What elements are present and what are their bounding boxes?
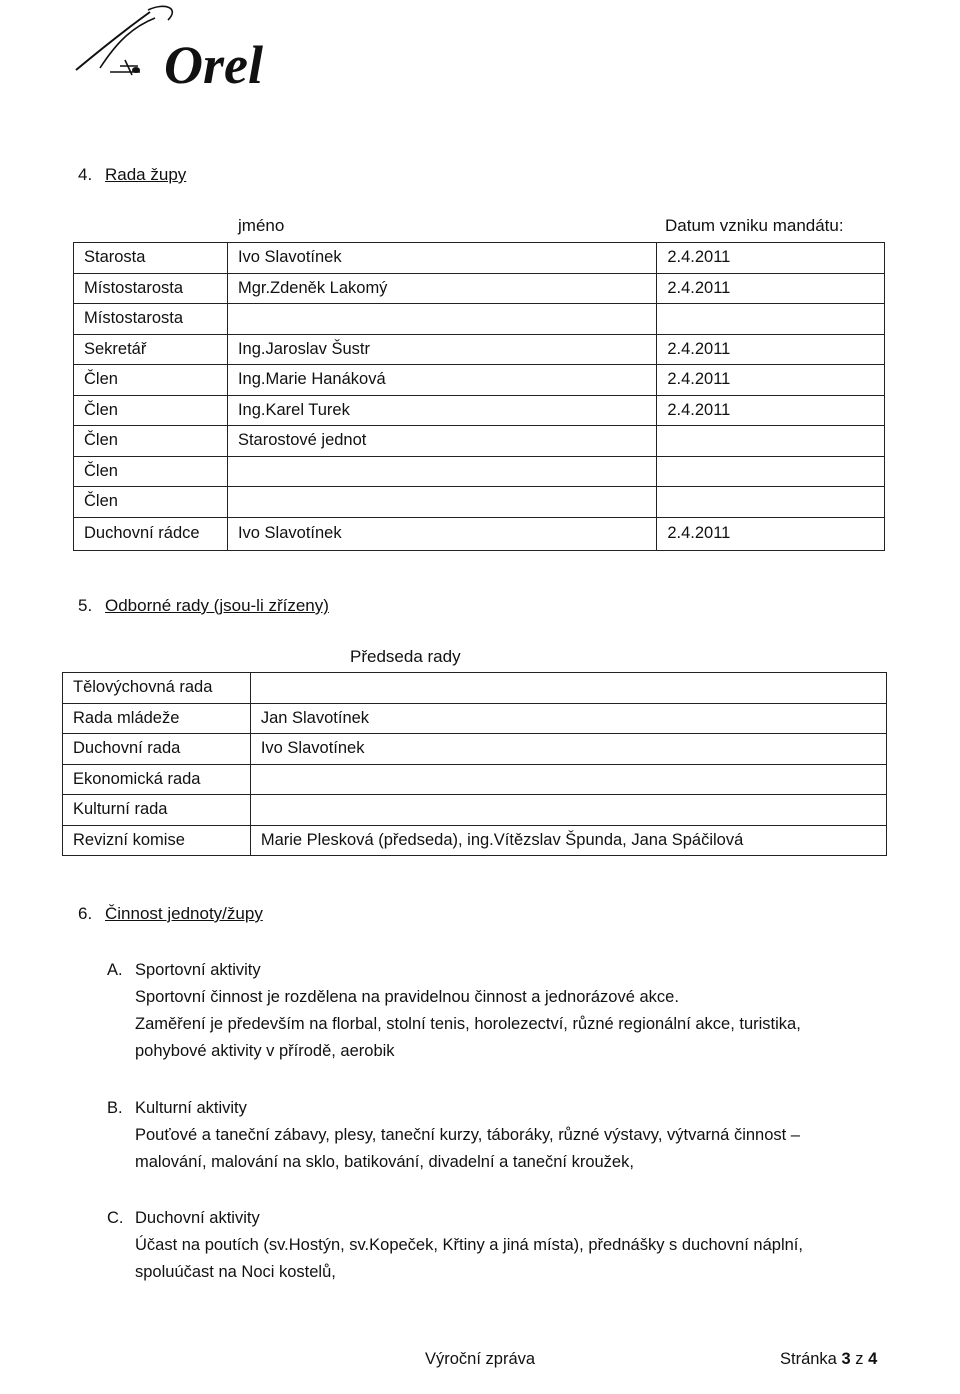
- council-date-cell: [657, 456, 885, 487]
- section-4-heading: [78, 165, 186, 185]
- council-row: [74, 243, 885, 274]
- council-date-cell: 2.4.2011: [657, 517, 885, 550]
- footer-page-number: [780, 1350, 877, 1369]
- council-role-cell: Člen: [74, 426, 228, 457]
- council-role-cell: Starosta: [74, 243, 228, 274]
- activity-text-line: Pouťové a taneční zábavy, plesy, taneční kurzy, táboráky, různé výstavy, výtvarná činnost –: [135, 1126, 800, 1144]
- activity-block: [107, 1095, 800, 1176]
- col-header-date: Datum vzniku mandátu:: [665, 216, 844, 235]
- activity-title: Sportovní aktivity: [135, 961, 261, 979]
- expert-council-row: [63, 764, 887, 795]
- council-role-cell: Člen: [74, 365, 228, 396]
- activity-block: [107, 957, 801, 1065]
- expert-council-chair-cell: Ivo Slavotínek: [250, 734, 886, 765]
- council-role-cell: Člen: [74, 487, 228, 518]
- footer-page-total: 4: [868, 1350, 878, 1368]
- council-row: [74, 487, 885, 518]
- activity-title: Duchovní aktivity: [135, 1209, 260, 1227]
- footer-title: Výroční zpráva: [425, 1350, 536, 1368]
- council-row: [74, 395, 885, 426]
- council-name-cell: Ivo Slavotínek: [227, 243, 656, 274]
- activity-text-line: Účast na poutích (sv.Hostýn, sv.Kopeček, Křtiny a jiná místa), přednášky s duchovní náplní,: [135, 1236, 803, 1254]
- council-date-cell: 2.4.2011: [657, 365, 885, 396]
- expert-council-chair-cell: [250, 795, 886, 826]
- section-5-number: 5.: [78, 596, 93, 615]
- expert-council-name-cell: Tělovýchovná rada: [63, 673, 251, 704]
- expert-council-row: [63, 734, 887, 765]
- council-row: [74, 334, 885, 365]
- council-date-cell: [657, 487, 885, 518]
- council-row: [74, 456, 885, 487]
- council-date-cell: 2.4.2011: [657, 243, 885, 274]
- expert-council-name-cell: Revizní komise: [63, 825, 251, 856]
- activity-heading: [107, 1205, 803, 1232]
- footer-page-of: z: [850, 1350, 869, 1368]
- council-table: [73, 242, 885, 551]
- activity-text-line: spoluúčast na Noci kostelů,: [135, 1263, 336, 1281]
- section-5-heading: [78, 596, 329, 616]
- activity-heading: [107, 957, 801, 984]
- council-role-cell: Člen: [74, 395, 228, 426]
- activity-text-line: malování, malování na sklo, batikování, divadelní a taneční kroužek,: [135, 1153, 634, 1171]
- activity-letter: B.: [107, 1099, 123, 1117]
- expert-council-name-cell: Kulturní rada: [63, 795, 251, 826]
- activity-text-line: pohybové aktivity v přírodě, aerobik: [135, 1042, 395, 1060]
- section-4-title: Rada župy: [105, 165, 187, 184]
- council-role-cell: Duchovní rádce: [74, 517, 228, 550]
- expert-councils-table: [62, 672, 887, 856]
- activity-letter: C.: [107, 1209, 124, 1227]
- council-name-cell: [227, 304, 656, 335]
- expert-council-chair-cell: [250, 673, 886, 704]
- expert-council-name-cell: Duchovní rada: [63, 734, 251, 765]
- expert-council-row: [63, 795, 887, 826]
- council-name-cell: Ing.Karel Turek: [227, 395, 656, 426]
- council-date-cell: [657, 304, 885, 335]
- activity-text-line: Zaměření je především na florbal, stolní tenis, horolezectví, různé regionální akce, turistika,: [135, 1015, 801, 1033]
- activity-text-line: Sportovní činnost je rozdělena na pravidelnou činnost a jednorázové akce.: [135, 988, 679, 1006]
- logo-wordmark: Orel: [164, 35, 263, 95]
- council-date-cell: 2.4.2011: [657, 273, 885, 304]
- expert-council-row: [63, 825, 887, 856]
- section-6-title: Činnost jednoty/župy: [105, 904, 263, 923]
- expert-council-name-cell: Rada mládeže: [63, 703, 251, 734]
- council-name-cell: [227, 487, 656, 518]
- footer-page-current: 3: [841, 1350, 851, 1368]
- col-header-chair: Předseda rady: [350, 647, 461, 666]
- council-date-cell: [657, 426, 885, 457]
- activity-block: [107, 1205, 803, 1286]
- council-row: [74, 365, 885, 396]
- section-6-heading: [78, 904, 263, 924]
- activity-title: Kulturní aktivity: [135, 1099, 247, 1117]
- council-name-cell: Starostové jednot: [227, 426, 656, 457]
- council-name-cell: Ing.Marie Hanáková: [227, 365, 656, 396]
- council-role-cell: Člen: [74, 456, 228, 487]
- section-4-number: 4.: [78, 165, 93, 184]
- council-role-cell: Místostarosta: [74, 304, 228, 335]
- council-name-cell: Ivo Slavotínek: [227, 517, 656, 550]
- council-role-cell: Místostarosta: [74, 273, 228, 304]
- council-row: [74, 426, 885, 457]
- expert-council-row: [63, 673, 887, 704]
- section-6-number: 6.: [78, 904, 93, 923]
- expert-council-name-cell: Ekonomická rada: [63, 764, 251, 795]
- council-row: [74, 517, 885, 550]
- section-5-title: Odborné rady (jsou-li zřízeny): [105, 596, 329, 615]
- orel-logo: [70, 0, 285, 100]
- council-role-cell: Sekretář: [74, 334, 228, 365]
- activity-heading: [107, 1095, 800, 1122]
- expert-council-chair-cell: [250, 764, 886, 795]
- council-name-cell: Mgr.Zdeněk Lakomý: [227, 273, 656, 304]
- expert-council-row: [63, 703, 887, 734]
- council-date-cell: 2.4.2011: [657, 334, 885, 365]
- council-name-cell: [227, 456, 656, 487]
- council-row: [74, 273, 885, 304]
- council-row: [74, 304, 885, 335]
- activity-letter: A.: [107, 961, 123, 979]
- council-name-cell: Ing.Jaroslav Šustr: [227, 334, 656, 365]
- expert-council-chair-cell: Marie Plesková (předseda), ing.Vítězslav Špunda, Jana Spáčilová: [250, 825, 886, 856]
- expert-council-chair-cell: Jan Slavotínek: [250, 703, 886, 734]
- footer-page-prefix: Stránka: [780, 1350, 842, 1368]
- council-date-cell: 2.4.2011: [657, 395, 885, 426]
- col-header-name: jméno: [238, 216, 285, 235]
